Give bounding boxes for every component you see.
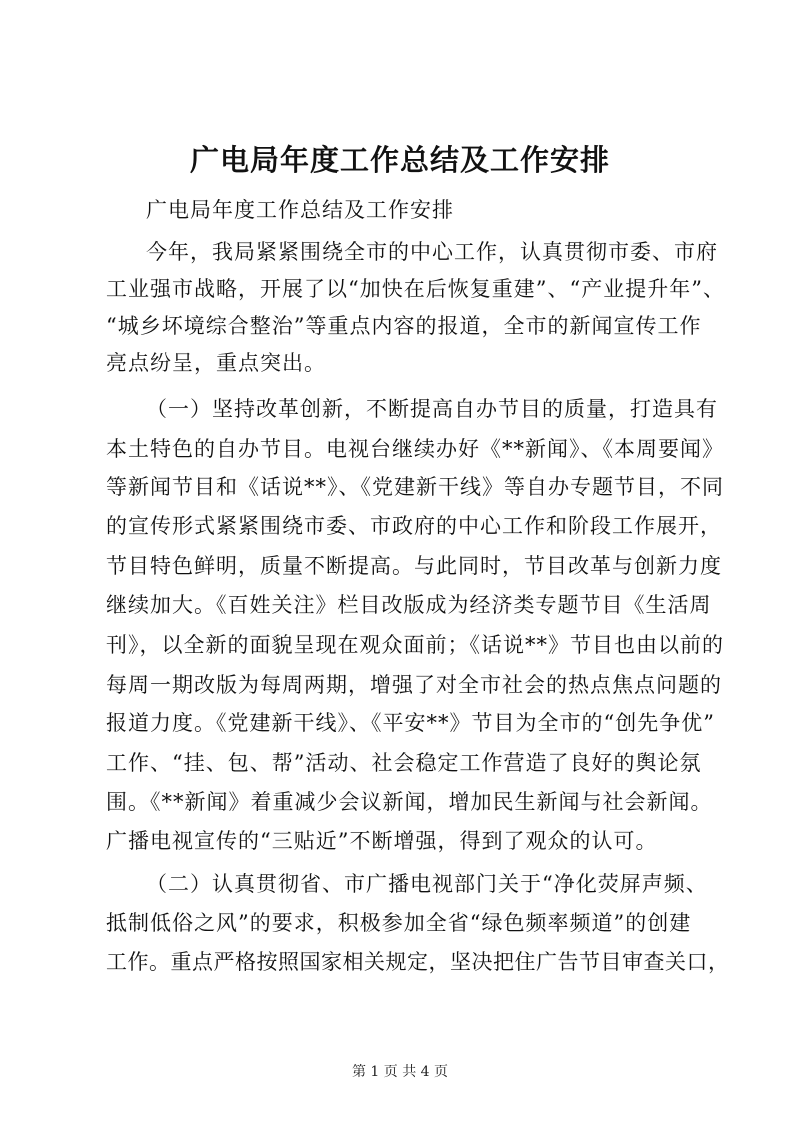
text-line: 的宣传形式紧紧围绕市委、市政府的中心工作和阶段工作展开， — [106, 514, 722, 538]
text-line: 工业强市战略，开展了以“加快在后恢复重建”、“产业提升年”、 — [106, 277, 725, 301]
document-title: 广电局年度工作总结及工作安排 — [189, 143, 610, 177]
text-line: 工作。重点严格按照国家相关规定，坚决把住广告节目审查关口， — [106, 950, 730, 974]
text-line: 亮点纷呈，重点突出。 — [106, 351, 326, 375]
text-line: 今年，我局紧紧围绕全市的中心工作，认真贯彻市委、市府 — [146, 240, 718, 264]
text-line: 工作、“挂、包、帮”活动、社会稳定工作营造了良好的舆论氛 — [106, 751, 702, 775]
text-line: 刊》，以全新的面貌呈现在观众面前；《话说**》节目也由以前的 — [106, 633, 724, 657]
text-line: （一）坚持改革创新，不断提高自办节目的质量，打造具有 — [146, 397, 718, 421]
text-line: 围。《**新闻》着重减少会议新闻，增加民生新闻与社会新闻。 — [106, 790, 713, 814]
text-line: 本土特色的自办节目。电视台继续办好《**新闻》、《本周要闻》 — [106, 437, 724, 461]
text-line: 节目特色鲜明，质量不断提高。与此同时，节目改革与创新力度 — [106, 554, 722, 578]
text-line: 报道力度。《党建新干线》、《平安**》节目为全市的“创先争优” — [106, 711, 715, 735]
text-line: 继续加大。《百姓关注》栏目改版成为经济类专题节目《生活周 — [106, 593, 712, 617]
page-number-footer: 第 1 页 共 4 页 — [351, 1064, 449, 1080]
text-line: 广播电视宣传的“三贴近”不断增强，得到了观众的认可。 — [106, 829, 658, 853]
text-line: 抵制低俗之风”的要求，积极参加全省“绿色频率频道”的创建 — [106, 911, 692, 935]
text-line: （二）认真贯彻省、市广播电视部门关于“净化荧屏声频、 — [146, 872, 708, 896]
text-line: “城乡坏境综合整治”等重点内容的报道，全市的新闻宣传工作 — [106, 314, 702, 338]
text-line: 每周一期改版为每周两期，增强了对全市社会的热点焦点问题的 — [106, 673, 722, 697]
text-line: 等新闻节目和《话说**》、《党建新干线》等自办专题节目，不同 — [106, 475, 724, 499]
text-line: 广电局年度工作总结及工作安排 — [146, 198, 454, 222]
